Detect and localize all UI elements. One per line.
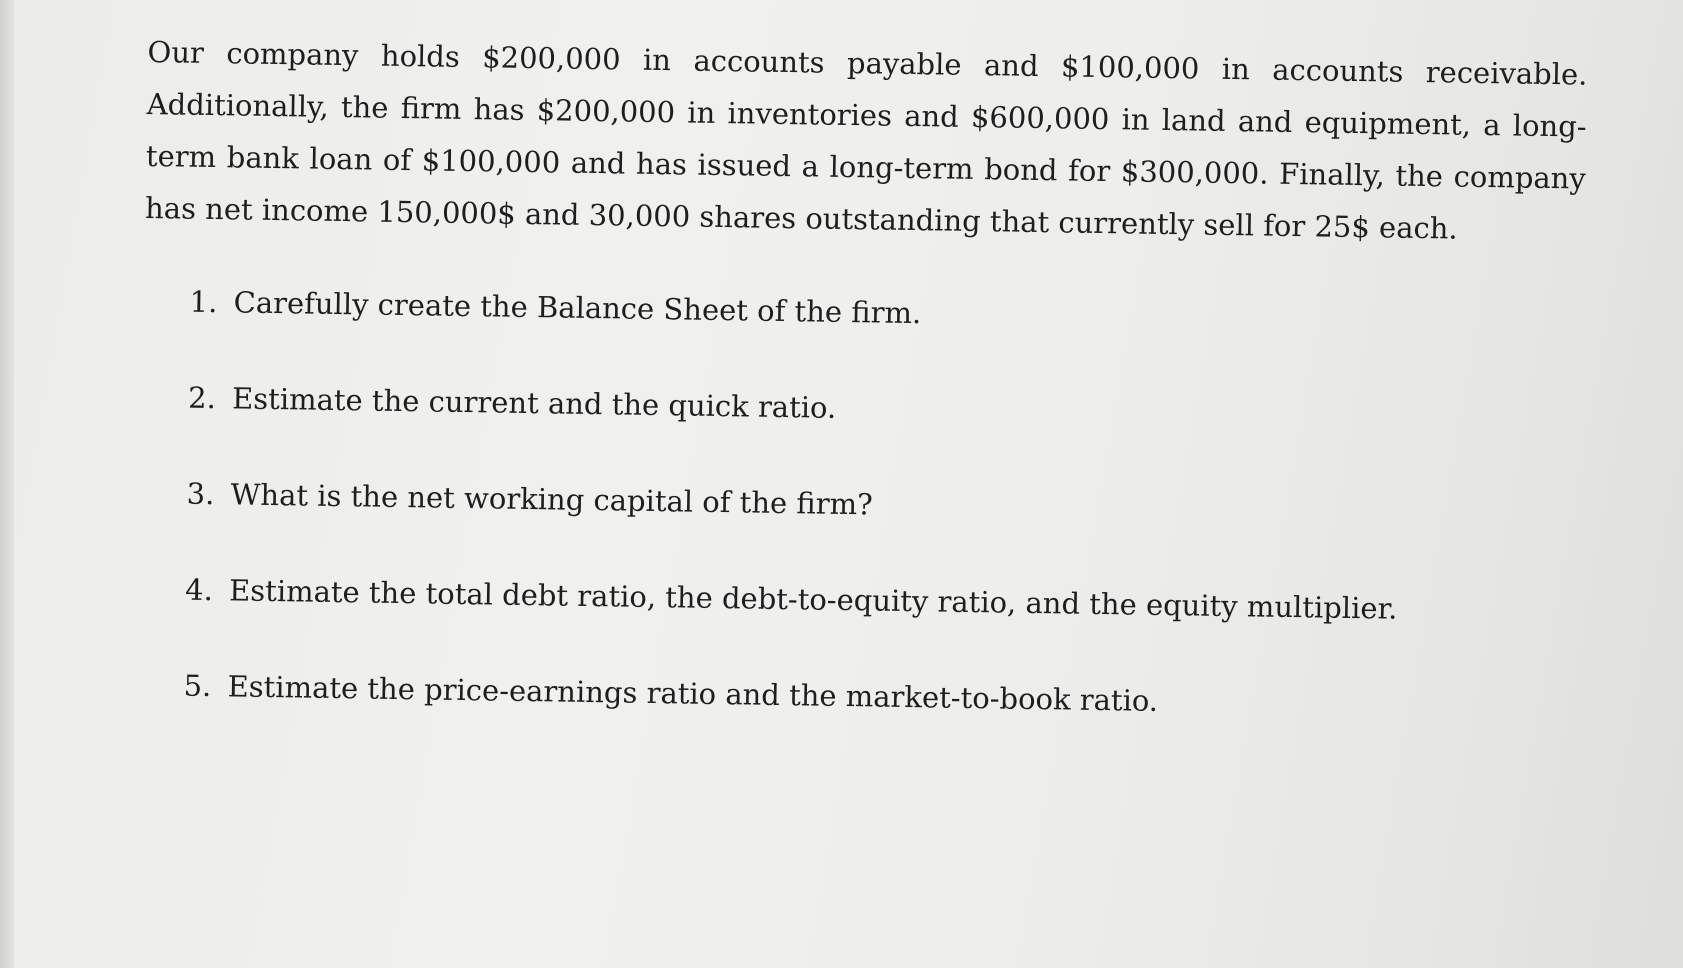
question-text: Estimate the total debt ratio, the debt-to-equity ratio, and the equity multiplier. bbox=[228, 573, 1398, 626]
question-text: Carefully create the Balance Sheet of the firm. bbox=[233, 285, 922, 331]
question-text: What is the net working capital of the firm? bbox=[230, 477, 873, 522]
question-text: Estimate the price-earnings ratio and the market-to-book ratio. bbox=[227, 669, 1159, 718]
question-item bbox=[185, 573, 1590, 647]
question-item bbox=[189, 285, 1594, 359]
problem-text bbox=[136, 26, 1597, 787]
question-item bbox=[186, 477, 1591, 551]
question-number: 4. bbox=[184, 572, 214, 608]
question-item bbox=[183, 669, 1588, 743]
question-number: 3. bbox=[186, 476, 215, 512]
problem-intro: Our company holds $200,000 in accounts payable and $100,000 in accounts receivable. Additionally, the firm has $200,000 in inventories and $600,000 in land and equipment, a long-term bank loan of $100,000 and has issued a long-term bond for $300,000. Finally, the company has net income 150,000$ and 30,000 shares outstanding that currently sell for 25$ each. bbox=[144, 34, 1588, 246]
question-item bbox=[188, 381, 1593, 455]
question-number: 2. bbox=[187, 380, 217, 416]
question-list bbox=[183, 285, 1594, 743]
question-number: 1. bbox=[189, 284, 218, 320]
page-edge bbox=[0, 0, 14, 968]
question-text: Estimate the current and the quick ratio. bbox=[231, 381, 837, 425]
question-number: 5. bbox=[183, 668, 212, 704]
